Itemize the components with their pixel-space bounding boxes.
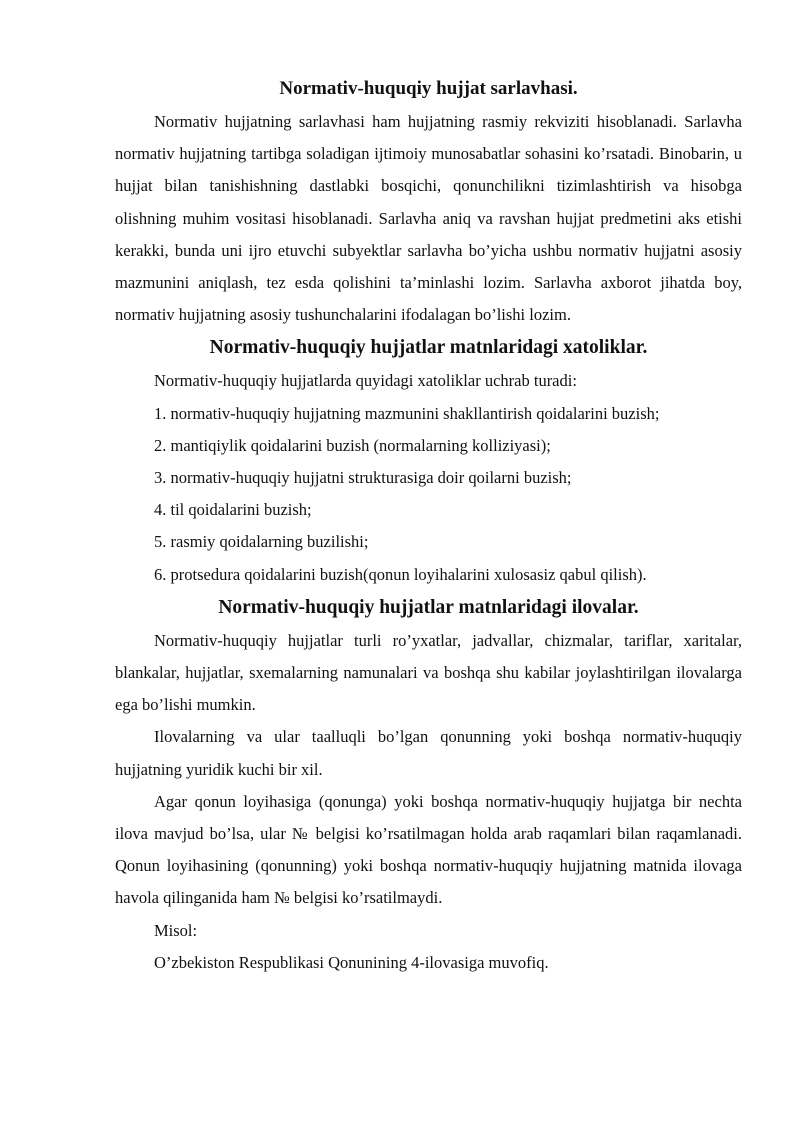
section-title-header: Normativ-huquqiy hujjat sarlavhasi. — [279, 78, 578, 99]
appendices-paragraph: Ilovalarning va ular taalluqli bo’lgan qonunning yoki boshqa normativ-huquqiy hujjatning yuridik kuchi bir xil. — [115, 727, 742, 779]
list-item: 5. rasmiy qoidalarning buzilishi; — [154, 532, 369, 552]
list-item: 6. protsedura qoidalarini buzish(qonun loyihalarini xulosasiz qabul qilish). — [154, 564, 647, 584]
example-label: Misol: — [154, 920, 198, 940]
section-title-appendices: Normativ-huquqiy hujjatlar matnlaridagi ilovalar. — [218, 596, 639, 618]
document-page — [115, 72, 742, 979]
list-item: 1. normativ-huquqiy hujjatning mazmunini shakllantirish qoidalarini buzish; — [154, 403, 660, 423]
appendices-paragraph: Agar qonun loyihasiga (qonunga) yoki boshqa normativ-huquqiy hujjatga bir nechta ilova mavjud bo’lsa, ular № belgisi ko’rsatilmagan holda arab raqamlari bilan raqamlanadi. Qonun loyihasining (qonunning) yoki boshqa normativ-huquqiy hujjatning matnida ilovaga havola qilinganida ham № belgisi ko’rsatilmaydi. — [115, 791, 742, 908]
list-item: 3. normativ-huquqiy hujjatni strukturasiga doir qoilarni buzish; — [154, 468, 572, 488]
appendices-paragraph: Normativ-huquqiy hujjatlar turli ro’yxatlar, jadvallar, chizmalar, tariflar, xaritalar, blankalar, hujjatlar, sxemalarning namunalari va boshqa shu kabilar joylashtirilgan ilovalarga ega bo’lishi mumkin. — [115, 630, 742, 715]
errors-intro: Normativ-huquqiy hujjatlarda quyidagi xatoliklar uchrab turadi: — [154, 371, 577, 391]
errors-list — [115, 398, 742, 591]
example-text: O’zbekiston Respublikasi Qonunining 4-ilovasiga muvofiq. — [154, 952, 549, 972]
section-title-errors: Normativ-huquqiy hujjatlar matnlaridagi xatoliklar. — [209, 337, 648, 359]
section-header-paragraph: Normativ hujjatning sarlavhasi ham hujjatning rasmiy rekviziti hisoblanadi. Sarlavha normativ hujjatning tartibga soladigan ijtimoiy munosabatlar sohasini ko’rsatadi. Binobarin, u hujjat bilan tanishishning dastlabki bosqichi, qonunchilikni tizimlashtirish va hisobga olishning muhim vositasi hisoblanadi. Sarlavha aniq va ravshan hujjat predmetini aks etishi kerakki, bunda uni ijro etuvchi subyektlar sarlavha bo’yicha ushbu normativ hujjatni asosiy mazmunini aniqlash, tez esda qolishini ta’minlashi lozim. Sarlavha axborot jihatda boy, normativ hujjatning asosiy tushunchalarini ifodalagan bo’lishi lozim. — [115, 112, 742, 325]
list-item: 4. til qoidalarini buzish; — [154, 500, 312, 520]
list-item: 2. mantiqiylik qoidalarini buzish (normalarning kolliziyasi); — [154, 435, 551, 455]
